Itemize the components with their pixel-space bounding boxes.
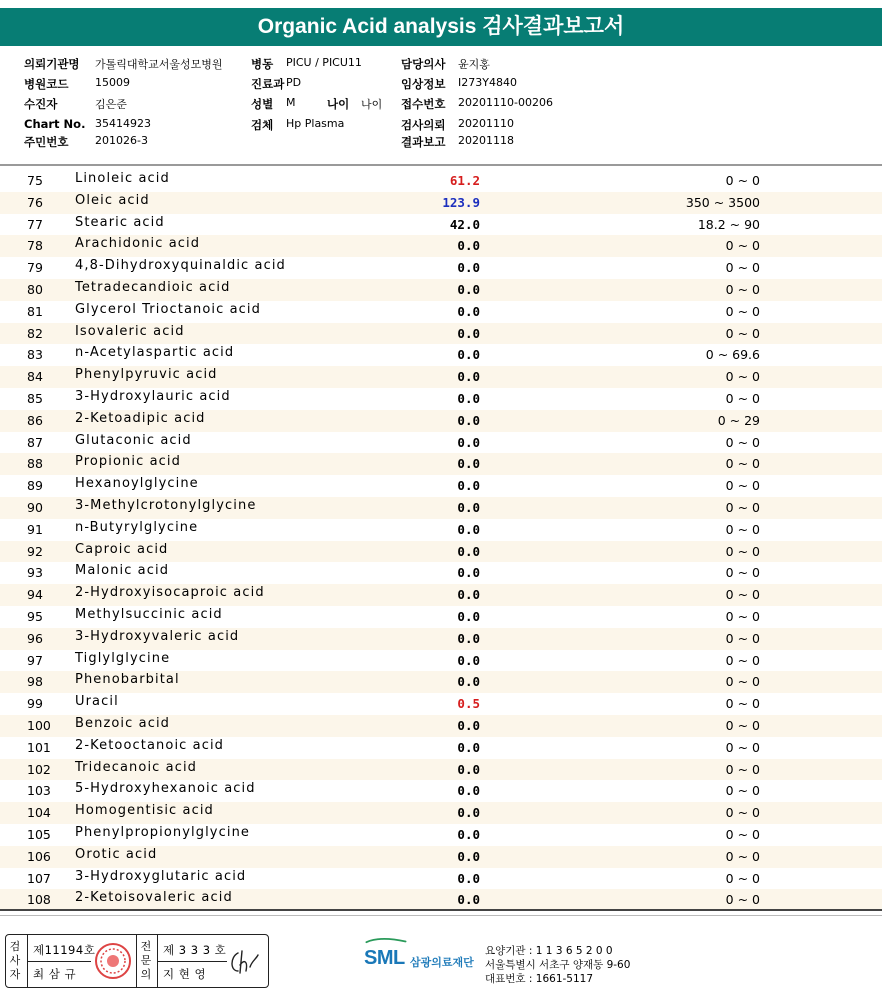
table-row [0, 737, 882, 759]
analyte-name: 2-Hydroxyisocaproic acid [75, 585, 265, 601]
reference-range: 0 ~ 0 [725, 630, 760, 646]
row-number: 108 [27, 892, 51, 908]
row-number: 90 [27, 499, 43, 515]
table-row [0, 301, 882, 323]
reference-range: 0 ~ 0 [725, 870, 760, 886]
reference-range: 0 ~ 0 [725, 848, 760, 864]
reference-range: 350 ~ 3500 [685, 194, 760, 210]
reference-range: 0 ~ 0 [725, 478, 760, 494]
recipient-value: 김은준 [95, 98, 127, 111]
sign-hdivider-2 [157, 961, 227, 962]
results-table [0, 170, 882, 911]
table-row [0, 759, 882, 781]
table-row [0, 410, 882, 432]
chart-no-label: Chart No. [24, 117, 86, 131]
result-value: 0.0 [457, 434, 480, 450]
result-value: 0.0 [457, 630, 480, 646]
analyte-name: Phenylpyruvic acid [75, 367, 218, 383]
reference-range: 0 ~ 0 [725, 826, 760, 842]
analyte-name: 3-Hydroxyglutaric acid [75, 868, 247, 884]
analyte-name: Hexanoylglycine [75, 476, 199, 492]
specimen-label: 검체 [251, 118, 274, 132]
table-row [0, 519, 882, 541]
row-number: 86 [27, 412, 43, 428]
row-number: 84 [27, 369, 43, 385]
reference-range: 0 ~ 69.6 [705, 347, 760, 363]
analyte-name: Phenylpropionylglycine [75, 824, 251, 840]
result-value: 0.0 [457, 412, 480, 428]
analyte-name: Tiglylglycine [75, 650, 171, 666]
department-label: 진료과 [251, 77, 285, 91]
reference-range: 0 ~ 0 [725, 739, 760, 755]
result-value: 0.0 [457, 565, 480, 581]
result-value: 0.0 [457, 521, 480, 537]
header-row-4 [0, 117, 882, 135]
reference-range: 0 ~ 0 [725, 652, 760, 668]
clinical-info-value: I273Y4840 [458, 76, 517, 89]
table-row [0, 628, 882, 650]
table-row [0, 432, 882, 454]
result-value: 0.0 [457, 739, 480, 755]
analyte-name: 3-Methylcrotonylglycine [75, 497, 257, 513]
table-row [0, 192, 882, 214]
sex-value: M [286, 96, 296, 109]
recipient-label: 수진자 [24, 97, 58, 111]
clinical-info-label: 임상정보 [401, 77, 446, 91]
table-row [0, 323, 882, 345]
inspector-name: 최 삼 규 [33, 967, 77, 981]
analyte-name: Tetradecandioic acid [75, 279, 231, 295]
result-value: 0.0 [457, 325, 480, 341]
row-number: 106 [27, 848, 51, 864]
sml-logo-text: SML [364, 947, 405, 969]
result-value: 0.0 [457, 870, 480, 886]
result-value: 0.0 [457, 608, 480, 624]
table-row [0, 344, 882, 366]
row-number: 81 [27, 303, 43, 319]
hospital-code-label: 병원코드 [24, 77, 69, 91]
header-divider [0, 164, 882, 166]
analyte-name: Linoleic acid [75, 171, 170, 186]
row-number: 104 [27, 805, 51, 821]
table-row [0, 475, 882, 497]
report-date-value: 20201118 [458, 134, 514, 147]
foundation-name: 삼광의료재단 [410, 956, 474, 969]
analyte-name: Glutaconic acid [75, 432, 192, 448]
analyte-name: 2-Ketoadipic acid [75, 410, 206, 426]
result-value: 0.0 [457, 848, 480, 864]
result-value: 0.0 [457, 587, 480, 603]
chart-no-value: 35414923 [95, 117, 151, 130]
specialist-name: 지 현 영 [163, 967, 207, 981]
header-row-5 [0, 134, 882, 152]
receipt-no-value: 20201110-00206 [458, 96, 553, 109]
inspector-vertical-label [9, 940, 23, 982]
row-number: 105 [27, 826, 51, 842]
report-title: Organic Acid analysis 검사결과보고서 [0, 8, 882, 46]
result-value: 42.0 [449, 216, 480, 232]
reference-range: 0 ~ 0 [725, 456, 760, 472]
result-value: 0.0 [457, 826, 480, 842]
reference-range: 0 ~ 0 [725, 608, 760, 624]
ward-label: 병동 [251, 57, 274, 71]
analyte-name: Glycerol Trioctanoic acid [75, 301, 261, 317]
row-number: 100 [27, 717, 51, 733]
analyte-name: Isovaleric acid [75, 323, 185, 339]
row-number: 77 [27, 216, 43, 232]
reference-range: 0 ~ 0 [725, 390, 760, 406]
table-row [0, 889, 882, 911]
row-number: 92 [27, 543, 43, 559]
result-value: 0.0 [457, 652, 480, 668]
result-value: 0.0 [457, 892, 480, 908]
reference-range: 0 ~ 0 [725, 260, 760, 276]
analyte-name: Homogentisic acid [75, 803, 214, 819]
analyte-name: Propionic acid [75, 454, 181, 470]
table-row [0, 693, 882, 715]
row-number: 94 [27, 587, 43, 603]
reference-range: 0 ~ 0 [725, 783, 760, 799]
table-row [0, 279, 882, 301]
table-row [0, 846, 882, 868]
analyte-name: Uracil [75, 694, 119, 710]
inspector-license-no: 제11194호 [33, 943, 96, 957]
table-row [0, 562, 882, 584]
table-row [0, 497, 882, 519]
ward-value: PICU / PICU11 [286, 56, 362, 69]
org-phone: 대표번호 : 1661-5117 [485, 973, 594, 985]
row-number: 91 [27, 521, 43, 537]
analyte-name: Orotic acid [75, 846, 158, 862]
specialist-vertical-label [140, 940, 154, 982]
reference-range: 0 ~ 0 [725, 325, 760, 341]
specialist-label-text: 전문의 [140, 940, 152, 981]
row-number: 103 [27, 783, 51, 799]
reference-range: 0 ~ 0 [725, 587, 760, 603]
analyte-name: Stearic acid [75, 214, 165, 230]
reference-range: 0 ~ 0 [725, 281, 760, 297]
department-value: PD [286, 76, 302, 89]
analyte-name: Methylsuccinic acid [75, 606, 223, 622]
header-row-1 [0, 56, 882, 74]
sign-hdivider [27, 961, 91, 962]
result-value: 0.0 [457, 260, 480, 276]
table-row [0, 170, 882, 192]
analyte-name: Tridecanoic acid [75, 759, 198, 775]
reference-range: 0 ~ 0 [725, 369, 760, 385]
reference-range: 0 ~ 0 [725, 303, 760, 319]
table-row [0, 824, 882, 846]
reference-range: 0 ~ 0 [725, 173, 760, 188]
request-value: 20201110 [458, 117, 514, 130]
analyte-name: n-Butyrylglycine [75, 519, 199, 535]
table-row [0, 780, 882, 802]
reference-range: 0 ~ 0 [725, 892, 760, 908]
inspector-seal-icon [94, 942, 132, 980]
table-row [0, 366, 882, 388]
table-row [0, 584, 882, 606]
result-value: 0.0 [457, 281, 480, 297]
table-row [0, 453, 882, 475]
specialist-signature-icon [228, 947, 264, 977]
table-row [0, 606, 882, 628]
result-value: 0.0 [457, 456, 480, 472]
table-row [0, 257, 882, 279]
row-number: 82 [27, 325, 43, 341]
result-value: 0.0 [457, 783, 480, 799]
header-row-3 [0, 96, 882, 114]
analyte-name: Malonic acid [75, 563, 170, 579]
table-row [0, 235, 882, 257]
row-number: 87 [27, 434, 43, 450]
resident-no-value: 201026-3 [95, 134, 148, 147]
row-number: 107 [27, 870, 51, 886]
result-value: 123.9 [442, 194, 480, 210]
reference-range: 0 ~ 0 [725, 565, 760, 581]
row-number: 101 [27, 739, 51, 755]
hospital-code-value: 15009 [95, 76, 130, 89]
footer-divider [0, 915, 882, 916]
reference-range: 0 ~ 0 [725, 543, 760, 559]
result-value: 0.0 [457, 390, 480, 406]
reference-range: 0 ~ 0 [725, 499, 760, 515]
specialist-license-no: 제 3 3 3 호 [163, 943, 227, 957]
analyte-name: Oleic acid [75, 192, 150, 208]
result-value: 0.0 [457, 717, 480, 733]
analyte-name: n-Acetylaspartic acid [75, 345, 235, 361]
reference-range: 0 ~ 0 [725, 238, 760, 254]
result-value: 61.2 [449, 173, 480, 188]
signature-box [5, 934, 269, 988]
analyte-name: 2-Ketooctanoic acid [75, 737, 225, 753]
result-value: 0.0 [457, 347, 480, 363]
row-number: 102 [27, 761, 51, 777]
header-row-2 [0, 76, 882, 94]
result-value: 0.0 [457, 478, 480, 494]
row-number: 98 [27, 674, 43, 690]
result-value: 0.0 [457, 499, 480, 515]
doctor-label: 담당의사 [401, 57, 446, 71]
row-number: 99 [27, 696, 43, 712]
institution-label: 의뢰기관명 [24, 57, 80, 71]
row-number: 83 [27, 347, 43, 363]
result-value: 0.0 [457, 303, 480, 319]
analyte-name: Caproic acid [75, 541, 169, 557]
receipt-no-label: 접수번호 [401, 97, 446, 111]
table-row [0, 868, 882, 890]
row-number: 97 [27, 652, 43, 668]
analyte-name: Benzoic acid [75, 715, 171, 731]
reference-range: 0 ~ 0 [725, 434, 760, 450]
result-value: 0.0 [457, 543, 480, 559]
row-number: 79 [27, 260, 43, 276]
row-number: 96 [27, 630, 43, 646]
analyte-name: 3-Hydroxyvaleric acid [75, 628, 240, 644]
row-number: 76 [27, 194, 43, 210]
age-value: 나이 [361, 98, 383, 111]
table-row [0, 388, 882, 410]
row-number: 80 [27, 281, 43, 297]
row-number: 93 [27, 565, 43, 581]
specimen-value: Hp Plasma [286, 117, 345, 130]
table-row [0, 802, 882, 824]
analyte-name: 5-Hydroxyhexanoic acid [75, 781, 256, 797]
reference-range: 18.2 ~ 90 [697, 216, 760, 232]
analyte-name: Phenobarbital [75, 672, 180, 688]
org-address: 서울특별시 서초구 양재동 9-60 [485, 959, 631, 971]
analyte-name: 2-Ketoisovaleric acid [75, 890, 233, 906]
care-institution-no: 요양기관 : 1 1 3 6 5 2 0 0 [485, 945, 613, 957]
table-row [0, 541, 882, 563]
reference-range: 0 ~ 0 [725, 717, 760, 733]
row-number: 75 [27, 173, 43, 188]
institution-value: 가톨릭대학교서울성모병원 [95, 58, 223, 71]
row-number: 89 [27, 478, 43, 494]
row-number: 95 [27, 608, 43, 624]
request-label: 검사의뢰 [401, 118, 446, 132]
age-label: 나이 [327, 97, 350, 111]
result-value: 0.0 [457, 238, 480, 254]
resident-no-label: 주민번호 [24, 135, 69, 149]
row-number: 85 [27, 390, 43, 406]
table-row [0, 214, 882, 236]
table-row [0, 650, 882, 672]
analyte-name: 3-Hydroxylauric acid [75, 388, 231, 404]
doctor-value: 윤지홍 [458, 58, 490, 71]
reference-range: 0 ~ 29 [717, 412, 760, 428]
table-bottom-divider [0, 909, 882, 911]
reference-range: 0 ~ 0 [725, 805, 760, 821]
analyte-name: Arachidonic acid [75, 236, 201, 252]
result-value: 0.0 [457, 805, 480, 821]
reference-range: 0 ~ 0 [725, 521, 760, 537]
reference-range: 0 ~ 0 [725, 696, 760, 712]
result-value: 0.5 [457, 696, 480, 712]
patient-info-header [0, 54, 882, 162]
reference-range: 0 ~ 0 [725, 674, 760, 690]
result-value: 0.0 [457, 369, 480, 385]
table-row [0, 671, 882, 693]
result-value: 0.0 [457, 761, 480, 777]
reference-range: 0 ~ 0 [725, 761, 760, 777]
row-number: 88 [27, 456, 43, 472]
row-number: 78 [27, 238, 43, 254]
analyte-name: 4,8-Dihydroxyquinaldic acid [75, 258, 286, 274]
result-value: 0.0 [457, 674, 480, 690]
sign-divider-2 [136, 935, 137, 987]
table-row [0, 715, 882, 737]
sex-label: 성별 [251, 97, 274, 111]
inspector-label-text: 검사자 [9, 940, 21, 981]
report-date-label: 결과보고 [401, 135, 446, 149]
